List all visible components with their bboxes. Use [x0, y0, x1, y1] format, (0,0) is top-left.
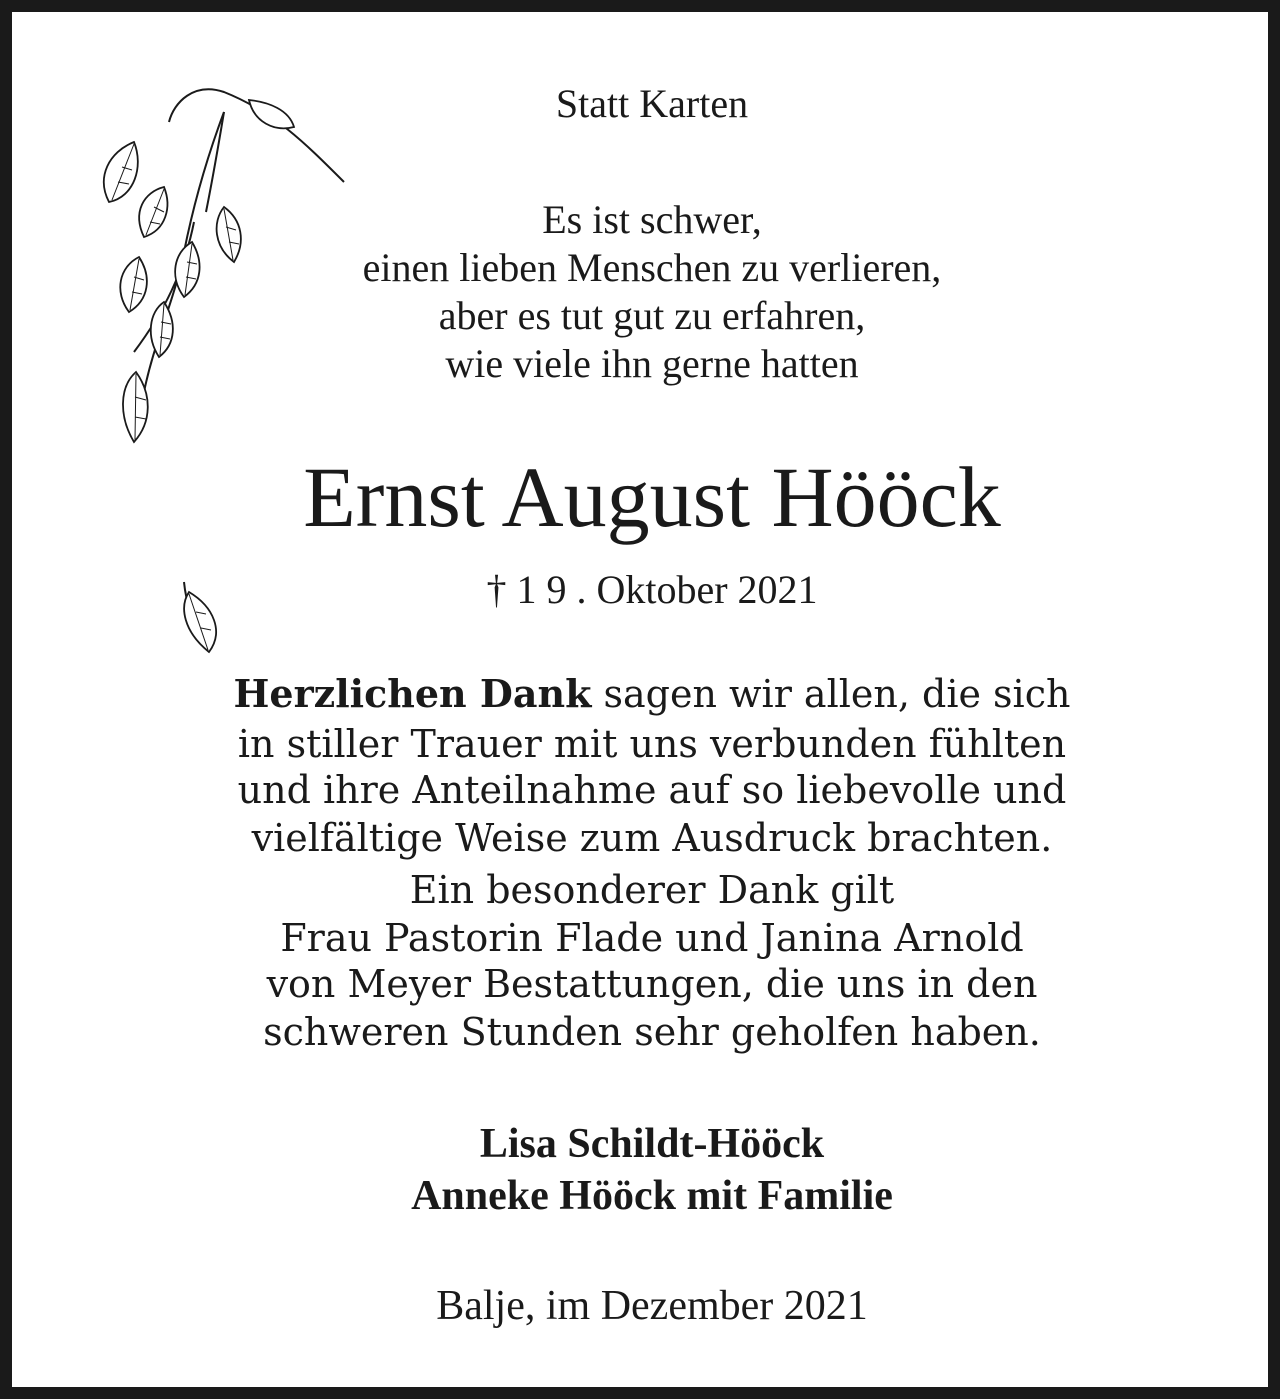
- thanks-line: und ihre Anteilnahme auf so liebevolle und: [237, 768, 1067, 812]
- thanks-line: [24, 668, 1280, 720]
- poem-line: wie viele ihn gerne hatten: [445, 341, 859, 386]
- thanks-bold: Herzlichen Dank: [233, 671, 592, 716]
- signatory-name: Lisa Schildt-Hööck: [479, 1121, 825, 1167]
- place-date: Balje, im Dezember 2021: [436, 1283, 868, 1329]
- poem-line: aber es tut gut zu erfahren,: [438, 293, 866, 338]
- thanks-line: von Meyer Bestattungen, die uns in den: [266, 962, 1038, 1006]
- statt-karten-header: Statt Karten: [555, 81, 749, 126]
- thanks-line: schweren Stunden sehr geholfen haben.: [263, 1010, 1041, 1054]
- poem-line: einen lieben Menschen zu verlieren,: [362, 245, 942, 290]
- death-date: † 1 9 . Oktober 2021: [486, 567, 818, 612]
- thanks-line-rest: sagen wir allen, die sich: [591, 672, 1071, 716]
- thanks-line: in stiller Trauer mit uns verbunden fühlten: [237, 722, 1067, 766]
- deceased-name: Ernst August Hööck: [303, 449, 1001, 545]
- thanks-line: vielfältige Weise zum Ausdruck brachten.: [251, 816, 1053, 860]
- thanks-line: Ein besonderer Dank gilt: [409, 868, 895, 912]
- signatory-name: Anneke Hööck mit Familie: [411, 1173, 893, 1219]
- thanks-line: Frau Pastorin Flade und Janina Arnold: [280, 916, 1024, 960]
- poem-line: Es ist schwer,: [542, 197, 762, 242]
